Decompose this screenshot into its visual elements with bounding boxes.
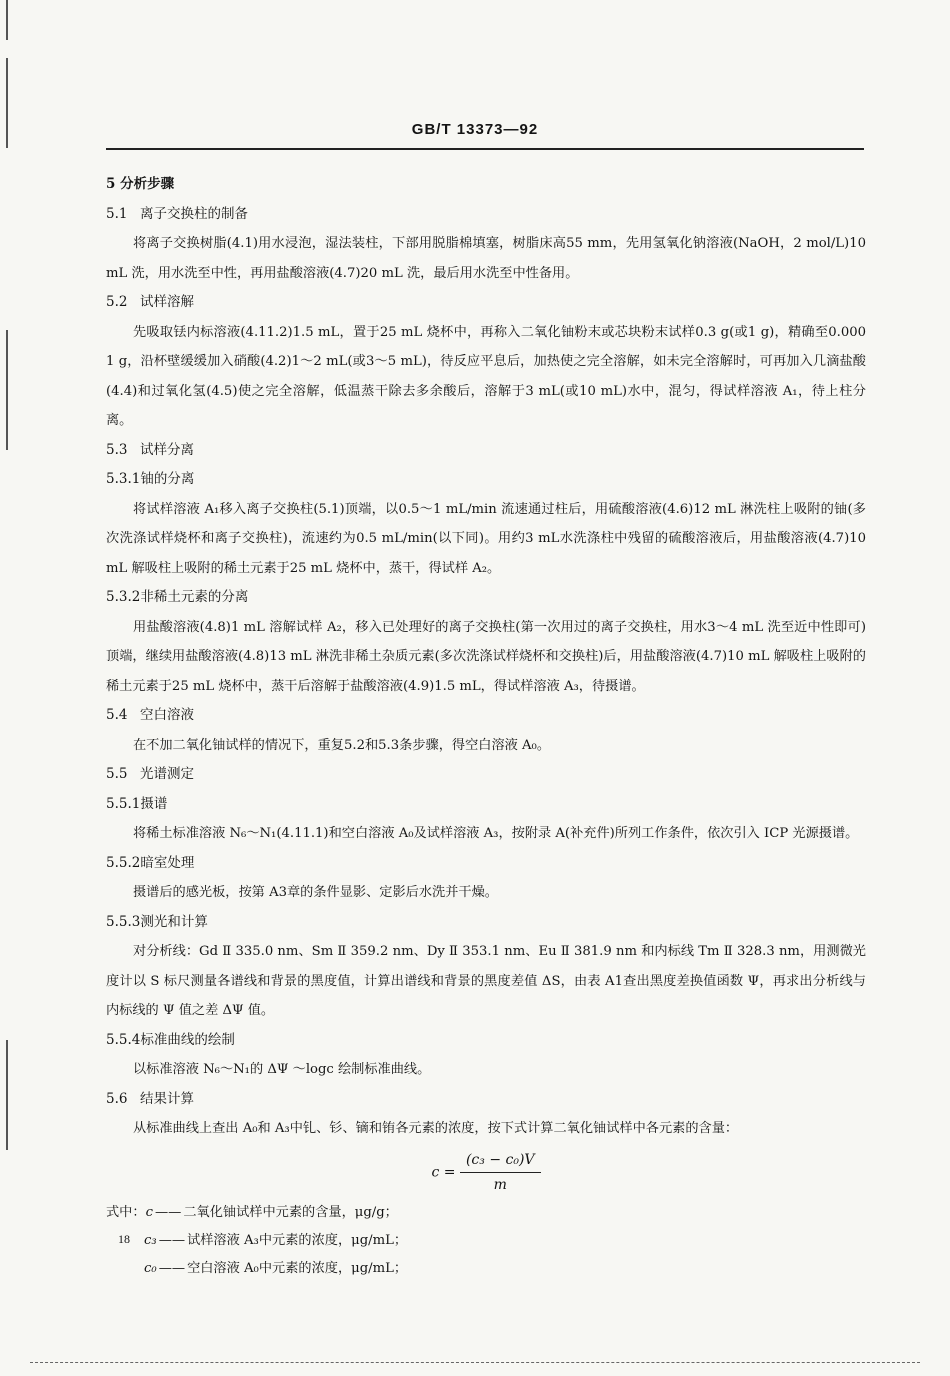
subsection-title: 暗室处理 bbox=[140, 854, 195, 871]
subsection-title: 测光和计算 bbox=[140, 913, 208, 930]
subsection-title: 结果计算 bbox=[140, 1090, 194, 1107]
definition-text: 二氧化铀试样中元素的含量，μg/g； bbox=[183, 1204, 398, 1220]
subsection-title: 摄谱 bbox=[140, 795, 168, 812]
paragraph: 以标准溶液 N₆～N₁的 ΔΨ ～logc 绘制标准曲线。 bbox=[133, 1062, 431, 1077]
subsection-heading bbox=[106, 1026, 866, 1056]
paragraph: 在不加二氧化铀试样的情况下，重复5.2和5.3条步骤，得空白溶液 A₀。 bbox=[133, 737, 551, 753]
subsection-number: 5.4 bbox=[106, 707, 128, 723]
subsection-number: 5.5.3 bbox=[106, 913, 141, 930]
subsection-number: 5.6 bbox=[106, 1090, 128, 1107]
definition-symbol: c₀ bbox=[144, 1260, 157, 1276]
body-blocks bbox=[106, 200, 866, 1144]
definition-row bbox=[106, 1199, 866, 1227]
paragraph: 将离子交换树脂(4.1)用水浸泡，湿法装柱，下部用脱脂棉填塞，树脂床高55 mm，先用氢氧化钠溶液(NaOH，2 mol/L)10 mL 洗，用水洗至中性，再用盐酸溶液(4.7)20 mL 洗，最后用水洗至中性备用。 bbox=[106, 236, 866, 281]
subsection-title: 铀的分离 bbox=[140, 471, 195, 487]
subsection-number: 5.5.4 bbox=[106, 1031, 141, 1048]
subsection-title: 空白溶液 bbox=[140, 707, 194, 723]
definition-symbol: c bbox=[145, 1204, 153, 1220]
definition-dash: —— bbox=[158, 1232, 186, 1248]
paragraph: 将试样溶液 A₁移入离子交换柱(5.1)顶端，以0.5～1 mL/min 流速通过柱后，用硫酸溶液(4.6)12 mL 淋洗柱上吸附的铀(多次洗涤试样烧杯和离子交换柱)，流速约为0.5 mL/min(以下同)。用约3 mL水洗涤柱中残留的硫酸溶液后，用盐酸溶液(4.7)10 mL 解吸柱上吸附的稀土元素于25 mL 烧杯中，蒸干，得试样 A₂。 bbox=[106, 501, 866, 576]
formula-denominator: m bbox=[493, 1176, 507, 1193]
definition-row bbox=[106, 1227, 866, 1255]
definition-text: 试样溶液 A₃中元素的浓度，μg/mL； bbox=[187, 1232, 408, 1248]
subsection-heading bbox=[106, 908, 866, 938]
scan-edge-mark bbox=[6, 330, 8, 450]
page-header-title: GB/T 13373—92 bbox=[411, 121, 539, 138]
subsection-heading bbox=[106, 288, 866, 318]
main-content bbox=[106, 170, 866, 1283]
section-title: 5 分析步骤 bbox=[106, 176, 175, 192]
page-number: 18 bbox=[118, 1232, 130, 1246]
subsection-title: 试样分离 bbox=[140, 441, 194, 458]
bottom-dashed-edge bbox=[30, 1362, 920, 1363]
definition-text: 空白溶液 A₀中元素的浓度，μg/mL； bbox=[187, 1260, 408, 1276]
subsection-number: 5.1 bbox=[106, 205, 128, 222]
subsection-title: 试样溶解 bbox=[140, 294, 194, 310]
formula-numerator: (c₃ − c₀)V bbox=[460, 1150, 541, 1173]
subsection-number: 5.3.1 bbox=[106, 471, 141, 487]
subsection-number: 5.3 bbox=[106, 441, 128, 458]
subsection-heading bbox=[106, 701, 866, 731]
definition-row bbox=[106, 1255, 866, 1283]
header-rule bbox=[106, 148, 864, 150]
paragraph: 对分析线：Gd Ⅱ 335.0 nm、Sm Ⅱ 359.2 nm、Dy Ⅱ 353.1 nm、Eu Ⅱ 381.9 nm 和内标线 Tm Ⅱ 328.3 nm，用测微光度计以 S 标尺测量各谱线和背景的黑度值，计算出谱线和背景的黑度差值 ΔS，由表 A1查出黑度差换值函数 Ψ，再求出分析线与内标线的 Ψ 值之差 ΔΨ 值。 bbox=[106, 944, 866, 1018]
paragraph: 摄谱后的感光板，按第 A3章的条件显影、定影后水洗并干燥。 bbox=[133, 885, 498, 900]
formula bbox=[106, 1144, 866, 1199]
subsection-number: 5.3.2 bbox=[106, 589, 141, 605]
formula-fraction bbox=[460, 1150, 541, 1195]
paragraph: 从标准曲线上查出 A₀和 A₃中钆、钐、镝和铕各元素的浓度，按下式计算二氧化铀试样中各元素的含量： bbox=[133, 1121, 739, 1136]
subsection-heading bbox=[106, 849, 866, 879]
scan-edge-mark bbox=[6, 1040, 8, 1150]
definition-dash: —— bbox=[158, 1260, 186, 1276]
subsection-heading bbox=[106, 465, 866, 495]
subsection-heading bbox=[106, 1085, 866, 1115]
subsection-heading bbox=[106, 790, 866, 820]
subsection-number: 5.5 bbox=[106, 766, 128, 782]
subsection-heading bbox=[106, 583, 866, 613]
definition-dash: —— bbox=[154, 1204, 182, 1220]
subsection-number: 5.2 bbox=[106, 294, 128, 310]
subsection-title: 离子交换柱的制备 bbox=[140, 205, 248, 222]
paragraph: 用盐酸溶液(4.8)1 mL 溶解试样 A₂，移入已处理好的离子交换柱(第一次用过的离子交换柱，用水3～4 mL 洗至近中性即可)顶端，继续用盐酸溶液(4.8)13 mL 淋洗非稀土杂质元素(多次洗涤试样烧杯和交换柱)后，用盐酸溶液(4.7)10 mL 解吸柱上吸附的稀土元素于25 mL 烧杯中，蒸干后溶解于盐酸溶液(4.9)1.5 mL，得试样溶液 A₃，待摄谱。 bbox=[106, 619, 866, 694]
subsection-heading bbox=[106, 200, 866, 230]
subsection-heading bbox=[106, 436, 866, 466]
subsection-number: 5.5.1 bbox=[106, 795, 141, 812]
paragraph: 将稀土标准溶液 N₆～N₁(4.11.1)和空白溶液 A₀及试样溶液 A₃，按附录 A(补充件)所列工作条件，依次引入 ICP 光源摄谱。 bbox=[133, 826, 859, 841]
subsection-title: 光谱测定 bbox=[140, 766, 194, 782]
subsection-number: 5.5.2 bbox=[106, 854, 141, 871]
paragraph: 先吸取铥内标溶液(4.11.2)1.5 mL，置于25 mL 烧杯中，再称入二氧化铀粉末或芯块粉末试样0.3 g(或1 g)，精确至0.000 1 g，沿杯壁缓缓加入硝酸(4.2)1～2 mL(或3～5 mL)，待反应平息后，加热使之完全溶解，如未完全溶解时，可再加入几滴盐酸(4.4)和过氧化氢(4.5)使之完全溶解，低温蒸干除去多余酸后，溶解于3 mL(或10 mL)水中，混匀，得试样溶液 A₁，待上柱分离。 bbox=[106, 324, 866, 428]
formula-definitions bbox=[106, 1199, 866, 1283]
definition-lead: 式中： bbox=[106, 1204, 146, 1220]
subsection-title: 标准曲线的绘制 bbox=[140, 1031, 235, 1048]
definition-symbol: c₃ bbox=[144, 1232, 157, 1248]
scan-edge-mark bbox=[6, 0, 8, 40]
definition-list bbox=[106, 1199, 866, 1283]
formula-lhs: c = bbox=[431, 1164, 456, 1180]
subsection-heading bbox=[106, 760, 866, 790]
subsection-title: 非稀土元素的分离 bbox=[140, 589, 249, 605]
